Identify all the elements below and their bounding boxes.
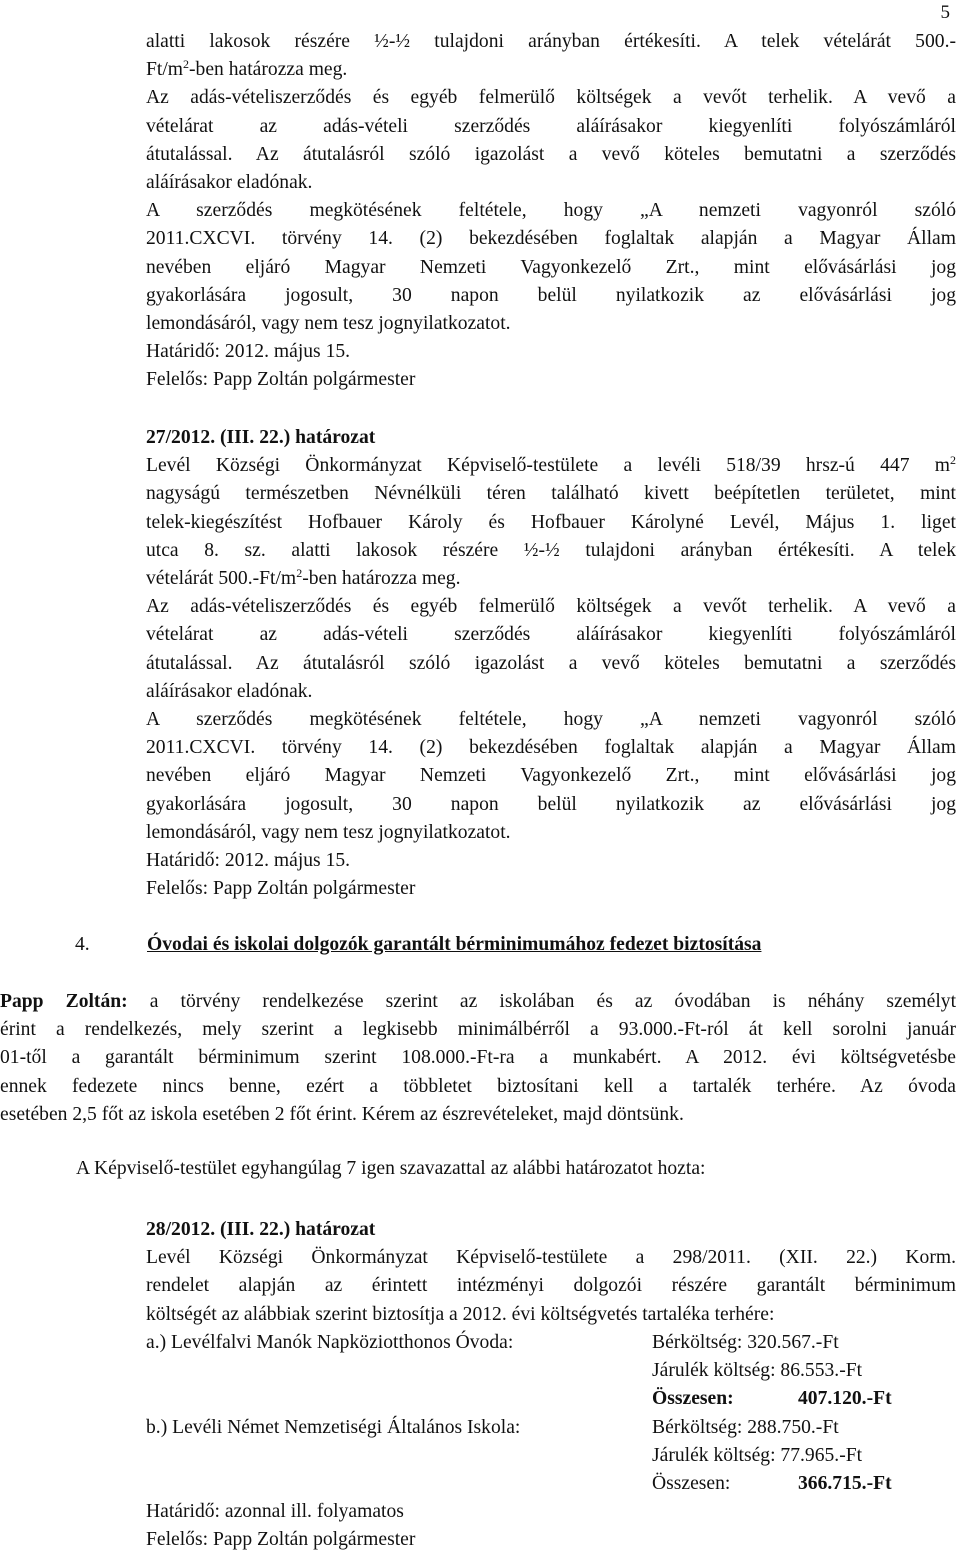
text-line: átutalással. Az átutalásról szóló igazolást a vevő köteles bemutatni a szerződés xyxy=(146,143,956,165)
speech-line: esetében 2,5 főt az iskola esetében 2 főt érint. Kérem az észrevételeket, majd döntsünk. xyxy=(0,1103,684,1125)
text-line: A szerződés megkötésének feltétele, hogy „A nemzeti vagyonról szóló xyxy=(146,709,956,731)
text-line: gyakorlására jogosult, 30 napon belül nyilatkozik az elővásárlási jog xyxy=(146,284,956,306)
speech-line: Papp Zoltán: a törvény rendelkezése szerint az iskolában és az óvodában is néhány személyt xyxy=(0,991,957,1012)
vote-intro: A Képviselő-testület egyhangúlag 7 igen szavazattal az alábbi határozatot hozta: xyxy=(76,1158,706,1179)
agenda-item-title: Óvodai és iskolai dolgozók garantált bérminimumához fedezet biztosítása xyxy=(147,934,762,955)
text-line: lemondásáról, vagy nem tesz jognyilatkozatot. xyxy=(146,313,511,335)
resolution-27-title: 27/2012. (III. 22.) határozat xyxy=(146,427,376,448)
deadline-line: Határidő: azonnal ill. folyamatos xyxy=(146,1501,404,1522)
text-line: utca 8. sz. alatti lakosok részére ½-½ tulajdoni arányban értékesíti. A telek xyxy=(146,539,956,561)
text-line: aláírásakor eladónak. xyxy=(146,172,313,194)
text-line: rendelet alapján az érintett intézményi dolgozói részére garantált bérminimum xyxy=(146,1275,956,1297)
top-resolution-text xyxy=(146,28,956,395)
table-row xyxy=(146,1385,956,1413)
text-line: Felelős: Papp Zoltán polgármester xyxy=(146,369,416,391)
agenda-item-heading xyxy=(75,931,761,959)
text-line: vételárat az adás-vételi szerződés aláírásakor kiegyenlíti folyószámláról xyxy=(146,115,956,137)
institution-label: a.) Levélfalvi Manók Napköziotthonos Óvoda: xyxy=(146,1332,514,1353)
speech-line: ennek fedezete nincs benne, ezért a többletet biztosítani kell a tartalék terhére. Az óvoda xyxy=(0,1075,956,1097)
agenda-item-number: 4. xyxy=(75,934,90,955)
table-row xyxy=(146,1414,956,1442)
page-number: 5 xyxy=(940,2,950,23)
contribution-cost: Járulék költség: 77.965.-Ft xyxy=(652,1444,863,1466)
text-line: gyakorlására jogosult, 30 napon belül nyilatkozik az elővásárlási jog xyxy=(146,793,956,815)
resolution-28-footer xyxy=(146,1498,415,1554)
total-value: 407.120.-Ft xyxy=(798,1388,892,1410)
total-label: Összesen: xyxy=(652,1388,734,1410)
text-line: aláírásakor eladónak. xyxy=(146,680,313,702)
text-line: $Ft/m^2$-ben határozza meg. xyxy=(146,57,348,81)
text-line: 2011.CXCVI. törvény 14. (2) bekezdésében foglaltak alapján a Magyar Állam xyxy=(146,228,956,250)
institution-label: b.) Levéli Német Nemzetiségi Általános Iskola: xyxy=(146,1416,521,1438)
resolution-28 xyxy=(146,1216,956,1329)
total-label: Összesen: xyxy=(652,1472,731,1494)
text-line: alatti lakosok részére ½-½ tulajdoni arányban értékesíti. A telek vételárát 500.- xyxy=(146,31,956,52)
text-line: telek-kiegészítést Hofbauer Károly és Hofbauer Károlyné Levél, Május 1. liget xyxy=(146,511,956,533)
speech-line: 01-től a garantált bérminimum szerint 108.000.-Ft-ra a munkabért. A 2012. évi költségvetésbe xyxy=(0,1047,956,1069)
text-line: Levél Községi Önkormányzat Képviselő-testülete a levéli 518/39 hrsz-ú 447 $m^2$ xyxy=(146,453,956,477)
table-row xyxy=(146,1329,956,1357)
resolution-28-body xyxy=(146,1244,956,1329)
text-line: nevében eljáró Magyar Nemzeti Vagyonkezelő Zrt., mint elővásárlási jog xyxy=(146,256,956,278)
speech-line: érint a rendelkezés, mely szerint a legkisebb minimálbérről a 93.000.-Ft-ról át kell sorolni január xyxy=(0,1019,956,1041)
text-line: Határidő: 2012. május 15. xyxy=(146,341,351,363)
wage-cost: Bérköltség: 320.567.-Ft xyxy=(652,1332,839,1353)
text-line: Felelős: Papp Zoltán polgármester xyxy=(146,878,416,900)
text-line: költségét az alábbiak szerint biztosítja a 2012. évi költségvetés tartaléka terhére: xyxy=(146,1303,775,1325)
text-line: A szerződés megkötésének feltétele, hogy „A nemzeti vagyonról szóló xyxy=(146,200,956,222)
table-row xyxy=(146,1470,956,1498)
resolution-27-body xyxy=(146,452,956,903)
text-line: vételárát $500.-Ft/m^2$-ben határozza meg. xyxy=(146,566,461,590)
resolution-28-title: 28/2012. (III. 22.) határozat xyxy=(146,1219,376,1240)
budget-table xyxy=(146,1329,956,1498)
table-row xyxy=(146,1357,956,1385)
wage-cost: Bérköltség: 288.750.-Ft xyxy=(652,1416,839,1438)
table-row xyxy=(146,1442,956,1470)
responsible-line: Felelős: Papp Zoltán polgármester xyxy=(146,1529,416,1551)
speaker-name: Papp Zoltán: xyxy=(0,991,128,1012)
text-line: nagyságú természetben Névnélküli téren található kivett beépítetlen területet, mint xyxy=(146,483,956,505)
text-line: 2011.CXCVI. törvény 14. (2) bekezdésében foglaltak alapján a Magyar Állam xyxy=(146,737,956,759)
text-line: Az adás-vételiszerződés és egyéb felmerülő költségek a vevőt terhelik. A vevő a xyxy=(146,87,956,109)
text-line: nevében eljáró Magyar Nemzeti Vagyonkezelő Zrt., mint elővásárlási jog xyxy=(146,765,956,787)
contribution-cost: Járulék költség: 86.553.-Ft xyxy=(652,1360,863,1382)
text-line: lemondásáról, vagy nem tesz jognyilatkozatot. xyxy=(146,821,511,843)
text-line: átutalással. Az átutalásról szóló igazolást a vevő köteles bemutatni a szerződés xyxy=(146,652,956,674)
speech-paragraph xyxy=(0,988,956,1129)
text-line: Az adás-vételiszerződés és egyéb felmerülő költségek a vevőt terhelik. A vevő a xyxy=(146,596,956,618)
text-line: Levél Községi Önkormányzat Képviselő-testülete a 298/2011. (XII. 22.) Korm. xyxy=(146,1247,956,1269)
text-line: Határidő: 2012. május 15. xyxy=(146,850,351,872)
total-value: 366.715.-Ft xyxy=(798,1472,892,1494)
text-line: vételárat az adás-vételi szerződés aláírásakor kiegyenlíti folyószámláról xyxy=(146,624,956,646)
resolution-27 xyxy=(146,424,956,903)
